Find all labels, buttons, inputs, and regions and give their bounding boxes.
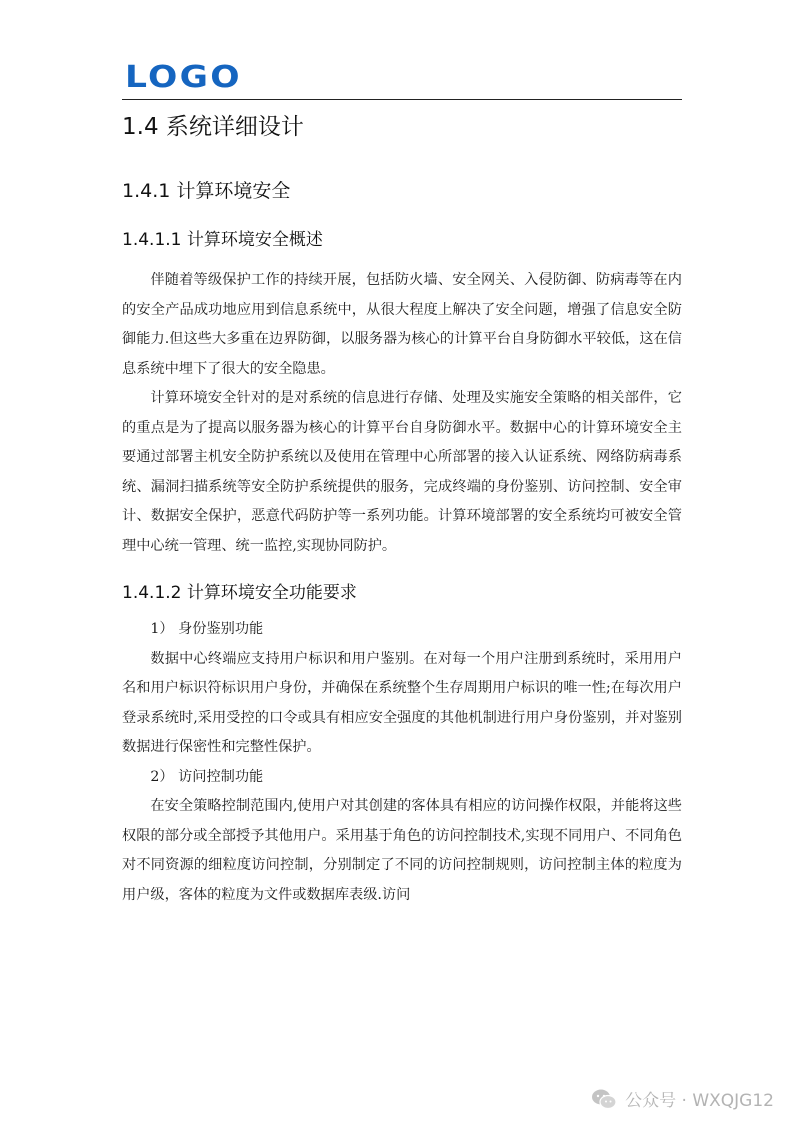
paragraph: 数据中心终端应支持用户标识和用户鉴别。在对每一个用户注册到系统时，采用用户名和用户标识符标识用户身份，并确保在系统整个生存周期用户标识的唯一性;在每次用户登录系统时,采用受控的口令或具有相应安全强度的其他机制进行用户身份鉴别，并对鉴别数据进行保密性和完整性保护。	[122, 650, 682, 755]
section-heading: 1.4 系统详细设计	[122, 114, 304, 140]
subsubsection-heading-overview: 1.4.1.1 计算环境安全概述	[122, 230, 323, 250]
subsection-heading: 1.4.1 计算环境安全	[122, 180, 291, 202]
logo: LOGO	[125, 60, 242, 95]
paragraph: 计算环境安全针对的是对系统的信息进行存储、处理及实施安全策略的相关部件，它的重点是为了提高以服务器为核心的计算平台自身防御水平。数据中心的计算环境安全主要通过部署主机安全防护系统以及使用在管理中心所部署的接入认证系统、网络防病毒系统、漏洞扫描系统等安全防护系统提供的服务，完成终端的身份鉴别、访问控制、安全审计、数据安全保护，恶意代码防护等一系列功能。计算环境部署的安全系统均可被安全管理中心统一管理、统一监控,实现协同防护。	[122, 390, 682, 554]
paragraph: 在安全策略控制范围内,使用户对其创建的客体具有相应的访问操作权限，并能将这些权限的部分或全部授予其他用户。采用基于角色的访问控制技术,实现不同用户、不同角色对不同资源的细粒度访问控制，分别制定了不同的访问控制规则，访问控制主体的粒度为用户级，客体的粒度为文件或数据库表级.访问	[122, 798, 682, 903]
list-item-heading: 2） 访问控制功能	[150, 768, 264, 785]
document-body	[122, 108, 682, 910]
paragraph: 伴随着等级保护工作的持续开展，包括防火墙、安全网关、入侵防御、防病毒等在内的安全产品成功地应用到信息系统中，从很大程度上解决了安全问题，增强了信息安全防御能力.但这些大多重在边界防御，以服务器为核心的计算平台自身防御水平较低，这在信息系统中埋下了很大的安全隐患。	[122, 272, 682, 377]
watermark	[591, 1086, 774, 1111]
list-item-heading: 1） 身份鉴别功能	[150, 621, 264, 637]
subsubsection-heading-requirements: 1.4.1.2 计算环境安全功能要求	[122, 583, 357, 603]
header-rule	[122, 99, 682, 100]
wechat-icon	[591, 1088, 617, 1110]
watermark-text: 公众号 · WXQJG12	[625, 1091, 774, 1111]
